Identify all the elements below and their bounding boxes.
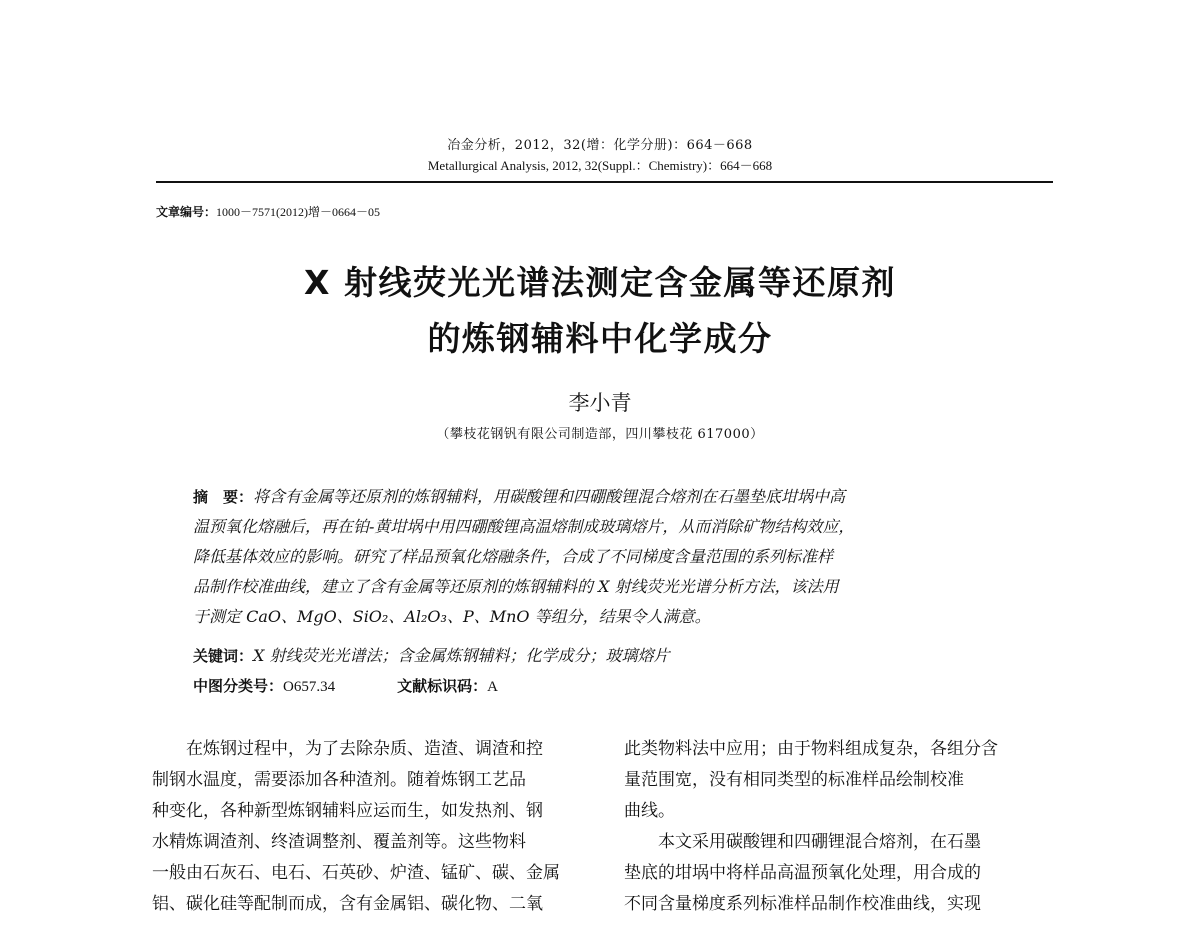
body-line: 一般由石灰石、电石、石英砂、炉渣、锰矿、碳、金属 xyxy=(152,863,560,883)
author-affiliation: （攀枝花钢钒有限公司制造部，四川攀枝花 617000） xyxy=(436,427,764,442)
keywords xyxy=(193,643,1013,666)
body-line: 量范围宽，没有相同类型的标准样品绘制校准 xyxy=(624,770,964,790)
abstract-label: 摘 要： xyxy=(193,488,254,506)
paper-title-line-1: X 射线荧光光谱法测定含金属等还原剂 xyxy=(304,263,896,302)
body-line: 在炼钢过程中，为了去除杂质、造渣、调渣和控 xyxy=(186,739,543,759)
body-line: 水精炼调渣剂、终渣调整剂、覆盖剂等。这些物料 xyxy=(152,832,526,852)
abstract-text: 将含有金属等还原剂的炼钢辅料，用碳酸锂和四硼酸锂混合熔剂在石墨垫底坩埚中高 xyxy=(253,487,846,506)
abstract-line: 降低基体效应的影响。研究了样品预氧化熔融条件，合成了不同梯度含量范围的系列标准样 xyxy=(193,547,834,566)
body-line: 铝、碳化硅等配制而成，含有金属铝、碳化物、二氧 xyxy=(152,894,543,914)
abstract-line: 品制作校准曲线，建立了含有金属等还原剂的炼钢辅料的 X 射线荧光光谱分析方法，该法用 xyxy=(193,577,839,596)
journal-citation-cn: 冶金分析，2012，32(增：化学分册)：664－668 xyxy=(447,138,753,153)
abstract xyxy=(193,482,1013,632)
abstract-line: 温预氧化熔融后，再在铂-黄坩埚中用四硼酸锂高温熔制成玻璃熔片，从而消除矿物结构效应， xyxy=(193,517,855,536)
author-name: 李小青 xyxy=(568,391,632,415)
keywords-value: X 射线荧光光谱法；含金属炼钢辅料；化学成分；玻璃熔片 xyxy=(253,646,670,665)
body-line: 种变化，各种新型炼钢辅料应运而生，如发热剂、钢 xyxy=(152,801,543,821)
body-right-column xyxy=(624,734,1056,920)
clc-value: O657.34 xyxy=(283,679,336,695)
body-line: 本文采用碳酸锂和四硼锂混合熔剂，在石墨 xyxy=(658,832,981,852)
article-number xyxy=(156,203,380,220)
header-rule xyxy=(156,181,1053,183)
body-line: 曲线。 xyxy=(624,801,675,821)
doc-code-value: A xyxy=(487,679,498,695)
clc-label: 中图分类号： xyxy=(193,677,284,695)
keywords-label: 关键词： xyxy=(193,647,254,665)
body-line: 不同含量梯度系列标准样品制作校准曲线，实现 xyxy=(624,894,981,914)
article-number-label: 文章编号： xyxy=(156,205,217,219)
body-line: 此类物料法中应用；由于物料组成复杂，各组分含 xyxy=(624,739,998,759)
abstract-line xyxy=(193,482,1013,512)
paper-title-line-2: 的炼钢辅料中化学成分 xyxy=(427,319,773,358)
body-line: 制钢水温度，需要添加各种渣剂。随着炼钢工艺品 xyxy=(152,770,526,790)
journal-citation-en: Metallurgical Analysis, 2012, 32(Suppl.：Chemistry)：664－668 xyxy=(427,158,773,173)
body-line: 垫底的坩埚中将样品高温预氧化处理，用合成的 xyxy=(624,863,981,883)
doc-code-label: 文献标识码： xyxy=(397,677,488,695)
body-left-column xyxy=(152,734,584,920)
article-number-value: 1000－7571(2012)增－0664－05 xyxy=(216,205,381,219)
abstract-line: 于测定 CaO、MgO、SiO₂、Al₂O₃、P、MnO 等组分，结果令人满意。 xyxy=(193,607,711,626)
classification-line xyxy=(193,675,1013,696)
